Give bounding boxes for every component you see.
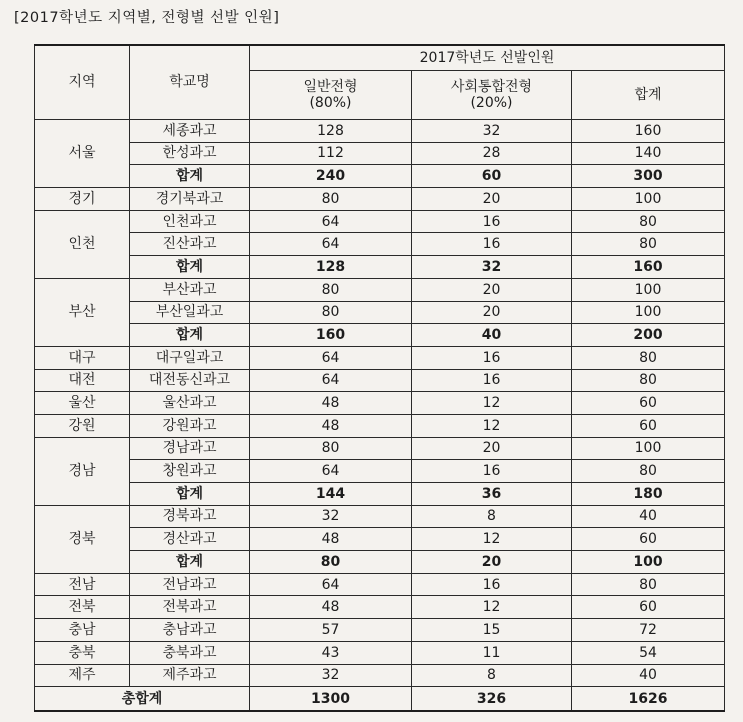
social-cell: 12 (412, 528, 572, 551)
table-row (35, 392, 725, 415)
header-social: 사회통합전형 (20%) (412, 71, 572, 120)
social-cell: 11 (412, 641, 572, 664)
general-cell: 43 (250, 641, 412, 664)
total-cell: 80 (572, 210, 725, 233)
subtotal-row (35, 256, 725, 279)
table-row (35, 120, 725, 143)
total-cell: 80 (572, 346, 725, 369)
social-cell: 60 (412, 165, 572, 188)
general-cell: 48 (250, 528, 412, 551)
social-cell: 20 (412, 188, 572, 211)
social-cell: 20 (412, 301, 572, 324)
grand-total-label: 총합계 (35, 687, 250, 712)
subtotal-row (35, 165, 725, 188)
total-cell: 60 (572, 392, 725, 415)
total-cell: 100 (572, 301, 725, 324)
general-cell: 48 (250, 392, 412, 415)
general-cell: 64 (250, 346, 412, 369)
total-cell: 100 (572, 278, 725, 301)
subtotal-row (35, 483, 725, 506)
header-group: 2017학년도 선발인원 (250, 45, 725, 71)
social-cell: 16 (412, 573, 572, 596)
grand-total-total: 1626 (572, 687, 725, 712)
table-row (35, 619, 725, 642)
region-cell: 충남 (35, 619, 130, 642)
social-cell: 16 (412, 346, 572, 369)
region-cell: 대전 (35, 369, 130, 392)
general-cell: 80 (250, 278, 412, 301)
general-cell: 112 (250, 142, 412, 165)
social-cell: 16 (412, 233, 572, 256)
social-cell: 16 (412, 369, 572, 392)
table-row (35, 301, 725, 324)
total-cell: 80 (572, 233, 725, 256)
table-row (35, 188, 725, 211)
general-cell: 32 (250, 664, 412, 687)
region-cell: 경남 (35, 437, 130, 505)
general-cell: 144 (250, 483, 412, 506)
school-cell: 제주과고 (130, 664, 250, 687)
table-row (35, 528, 725, 551)
table-body (35, 120, 725, 687)
school-cell: 전북과고 (130, 596, 250, 619)
header-region: 지역 (35, 45, 130, 120)
region-cell: 전북 (35, 596, 130, 619)
total-cell: 60 (572, 414, 725, 437)
general-cell: 80 (250, 301, 412, 324)
school-cell: 창원과고 (130, 460, 250, 483)
school-cell: 부산과고 (130, 278, 250, 301)
social-cell: 15 (412, 619, 572, 642)
grand-total-social: 326 (412, 687, 572, 712)
table-row (35, 437, 725, 460)
general-cell: 48 (250, 596, 412, 619)
school-cell: 대구일과고 (130, 346, 250, 369)
subtotal-row (35, 324, 725, 347)
school-cell: 합계 (130, 551, 250, 574)
general-cell: 128 (250, 120, 412, 143)
region-cell: 부산 (35, 278, 130, 346)
region-cell: 경기 (35, 188, 130, 211)
total-cell: 80 (572, 573, 725, 596)
region-cell: 충북 (35, 641, 130, 664)
social-cell: 12 (412, 392, 572, 415)
table-row (35, 142, 725, 165)
school-cell: 진산과고 (130, 233, 250, 256)
region-cell: 인천 (35, 210, 130, 278)
general-cell: 48 (250, 414, 412, 437)
total-cell: 100 (572, 551, 725, 574)
school-cell: 충북과고 (130, 641, 250, 664)
school-cell: 세종과고 (130, 120, 250, 143)
general-cell: 80 (250, 188, 412, 211)
total-cell: 80 (572, 460, 725, 483)
total-cell: 300 (572, 165, 725, 188)
total-cell: 100 (572, 437, 725, 460)
grand-total-row (35, 687, 725, 712)
social-cell: 40 (412, 324, 572, 347)
total-cell: 200 (572, 324, 725, 347)
school-cell: 부산일과고 (130, 301, 250, 324)
table-row (35, 460, 725, 483)
header-general: 일반전형 (80%) (250, 71, 412, 120)
table-row (35, 346, 725, 369)
social-cell: 20 (412, 437, 572, 460)
social-cell: 16 (412, 210, 572, 233)
social-cell: 32 (412, 256, 572, 279)
region-cell: 경북 (35, 505, 130, 573)
table-row (35, 505, 725, 528)
total-cell: 100 (572, 188, 725, 211)
total-cell: 80 (572, 369, 725, 392)
social-cell: 16 (412, 460, 572, 483)
region-cell: 서울 (35, 120, 130, 188)
table-row (35, 233, 725, 256)
school-cell: 경북과고 (130, 505, 250, 528)
social-cell: 12 (412, 414, 572, 437)
region-cell: 울산 (35, 392, 130, 415)
school-cell: 합계 (130, 165, 250, 188)
table-title: [2017학년도 지역별, 전형별 선발 인원] (14, 10, 280, 26)
general-cell: 32 (250, 505, 412, 528)
total-cell: 140 (572, 142, 725, 165)
general-cell: 80 (250, 437, 412, 460)
region-cell: 강원 (35, 414, 130, 437)
general-cell: 64 (250, 233, 412, 256)
general-cell: 160 (250, 324, 412, 347)
school-cell: 경남과고 (130, 437, 250, 460)
header-school: 학교명 (130, 45, 250, 120)
admissions-table (34, 44, 725, 712)
table-row (35, 641, 725, 664)
school-cell: 경기북과고 (130, 188, 250, 211)
total-cell: 72 (572, 619, 725, 642)
grand-total-general: 1300 (250, 687, 412, 712)
total-cell: 54 (572, 641, 725, 664)
region-cell: 대구 (35, 346, 130, 369)
school-cell: 한성과고 (130, 142, 250, 165)
school-cell: 합계 (130, 256, 250, 279)
social-cell: 12 (412, 596, 572, 619)
school-cell: 충남과고 (130, 619, 250, 642)
table-row (35, 278, 725, 301)
school-cell: 울산과고 (130, 392, 250, 415)
school-cell: 합계 (130, 324, 250, 347)
social-cell: 8 (412, 664, 572, 687)
general-cell: 64 (250, 369, 412, 392)
general-cell: 80 (250, 551, 412, 574)
subtotal-row (35, 551, 725, 574)
table-row (35, 596, 725, 619)
total-cell: 160 (572, 256, 725, 279)
total-cell: 180 (572, 483, 725, 506)
general-cell: 64 (250, 460, 412, 483)
social-cell: 28 (412, 142, 572, 165)
social-cell: 8 (412, 505, 572, 528)
header-total: 합계 (572, 71, 725, 120)
general-cell: 64 (250, 210, 412, 233)
general-cell: 64 (250, 573, 412, 596)
table-row (35, 210, 725, 233)
general-cell: 240 (250, 165, 412, 188)
table-row (35, 369, 725, 392)
table-row (35, 573, 725, 596)
school-cell: 경산과고 (130, 528, 250, 551)
table-row (35, 414, 725, 437)
table-row (35, 664, 725, 687)
social-cell: 36 (412, 483, 572, 506)
school-cell: 대전동신과고 (130, 369, 250, 392)
school-cell: 강원과고 (130, 414, 250, 437)
total-cell: 40 (572, 505, 725, 528)
school-cell: 전남과고 (130, 573, 250, 596)
general-cell: 57 (250, 619, 412, 642)
general-cell: 128 (250, 256, 412, 279)
region-cell: 제주 (35, 664, 130, 687)
region-cell: 전남 (35, 573, 130, 596)
social-cell: 20 (412, 551, 572, 574)
total-cell: 60 (572, 528, 725, 551)
school-cell: 인천과고 (130, 210, 250, 233)
total-cell: 60 (572, 596, 725, 619)
total-cell: 40 (572, 664, 725, 687)
total-cell: 160 (572, 120, 725, 143)
social-cell: 32 (412, 120, 572, 143)
social-cell: 20 (412, 278, 572, 301)
school-cell: 합계 (130, 483, 250, 506)
